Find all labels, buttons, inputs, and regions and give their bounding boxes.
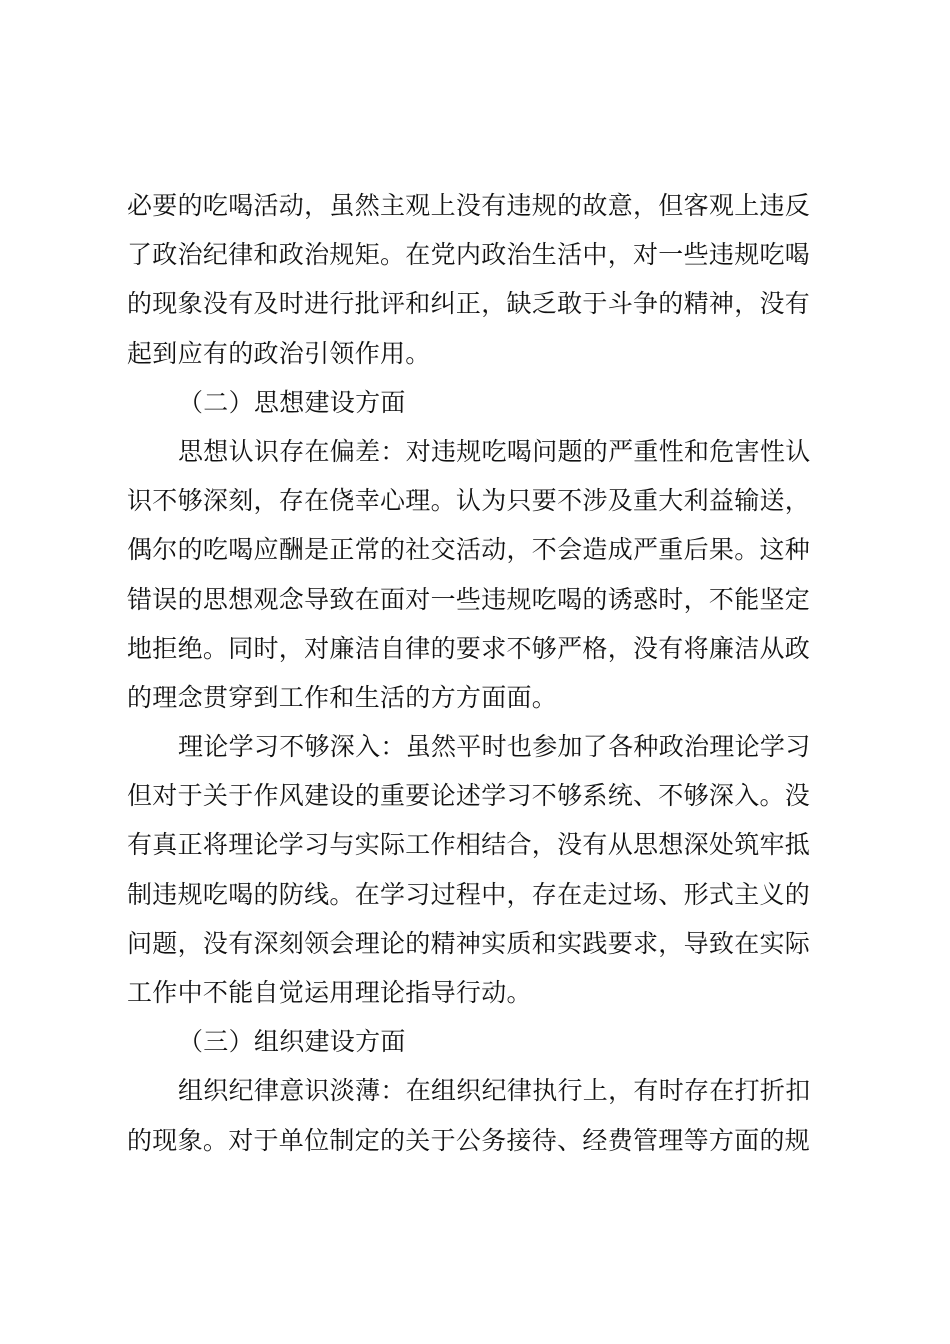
section-heading: （三）组织建设方面 <box>178 1027 406 1057</box>
text-line: 偶尔的吃喝应酬是正常的社交活动，不会造成严重后果。这种 <box>127 535 811 565</box>
text-line: 必要的吃喝活动，虽然主观上没有违规的故意，但客观上违反 <box>127 191 811 220</box>
text-line: 地拒绝。同时，对廉洁自律的要求不够严格，没有将廉洁从政 <box>127 633 811 663</box>
text-line: 的现象。对于单位制定的关于公务接待、经费管理等方面的规 <box>127 1125 811 1155</box>
text-line: 有真正将理论学习与实际工作相结合，没有从思想深处筑牢抵 <box>127 830 811 860</box>
text-line: 的理念贯穿到工作和生活的方方面面。 <box>127 682 558 712</box>
text-line: 错误的思想观念导致在面对一些违规吃喝的诱惑时，不能坚定 <box>127 584 811 614</box>
document-body <box>127 181 831 1165</box>
section-heading: （二）思想建设方面 <box>178 387 406 417</box>
text-line: 组织纪律意识淡薄：在组织纪律执行上，有时存在打折扣 <box>178 1076 811 1106</box>
text-line: 工作中不能自觉运用理论指导行动。 <box>127 978 532 1007</box>
text-line: 了政治纪律和政治规矩。在党内政治生活中，对一些违规吃喝 <box>127 240 811 270</box>
text-line: 识不够深刻，存在侥幸心理。认为只要不涉及重大利益输送， <box>127 486 811 516</box>
text-line: 但对于关于作风建设的重要论述学习不够系统、不够深入。没 <box>127 781 811 811</box>
text-line: 起到应有的政治引领作用。 <box>127 338 431 368</box>
text-line: 制违规吃喝的防线。在学习过程中，存在走过场、形式主义的 <box>127 879 811 909</box>
text-line: 问题，没有深刻领会理论的精神实质和实践要求，导致在实际 <box>127 928 811 958</box>
text-line: 思想认识存在偏差：对违规吃喝问题的严重性和危害性认 <box>178 436 811 466</box>
text-line: 的现象没有及时进行批评和纠正，缺乏敢于斗争的精神，没有 <box>127 289 811 319</box>
text-line: 理论学习不够深入：虽然平时也参加了各种政治理论学习 <box>178 732 811 762</box>
